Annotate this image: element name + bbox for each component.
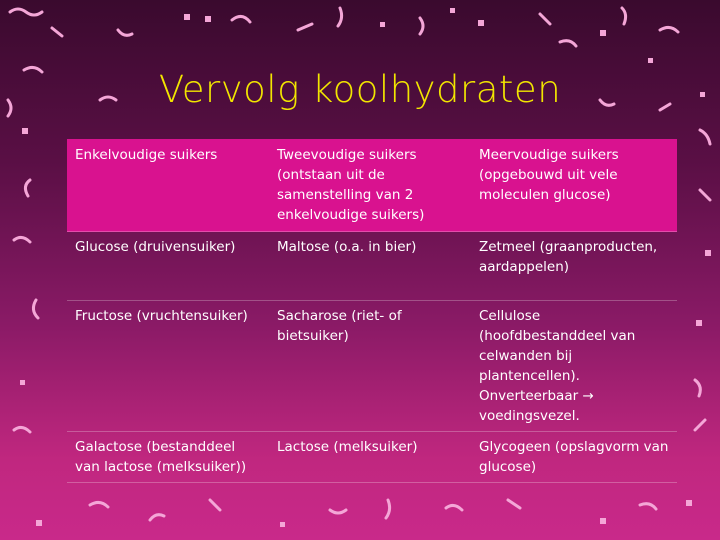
table-header-row	[67, 139, 677, 232]
sugar-table	[67, 139, 677, 483]
slide-title: Vervolg koolhydraten	[158, 68, 562, 111]
table-cell: Galactose (bestanddeel van lactose (melksuiker))	[67, 432, 269, 483]
table-row	[67, 232, 677, 301]
table-cell: Glycogeen (opslagvorm van glucose)	[471, 432, 677, 483]
table-cell: Sacharose (riet- of bietsuiker)	[269, 301, 471, 432]
table-cell: Fructose (vruchtensuiker)	[67, 301, 269, 432]
header-cell-polysaccharides: Meervoudige suikers (opgebouwd uit vele moleculen glucose)	[471, 139, 677, 232]
sugar-table-container	[67, 139, 677, 483]
header-cell-monosaccharides: Enkelvoudige suikers	[67, 139, 269, 232]
table-cell: Maltose (o.a. in bier)	[269, 232, 471, 301]
table-row	[67, 301, 677, 432]
table-cell: Lactose (melksuiker)	[269, 432, 471, 483]
table-cell: Cellulose (hoofdbestanddeel van celwanden bij plantencellen). Onverteerbaar → voedingsvezel.	[471, 301, 677, 432]
table-cell: Zetmeel (graanproducten, aardappelen)	[471, 232, 677, 301]
table-cell: Glucose (druivensuiker)	[67, 232, 269, 301]
header-cell-disaccharides: Tweevoudige suikers (ontstaan uit de samenstelling van 2 enkelvoudige suikers)	[269, 139, 471, 232]
table-row	[67, 432, 677, 483]
